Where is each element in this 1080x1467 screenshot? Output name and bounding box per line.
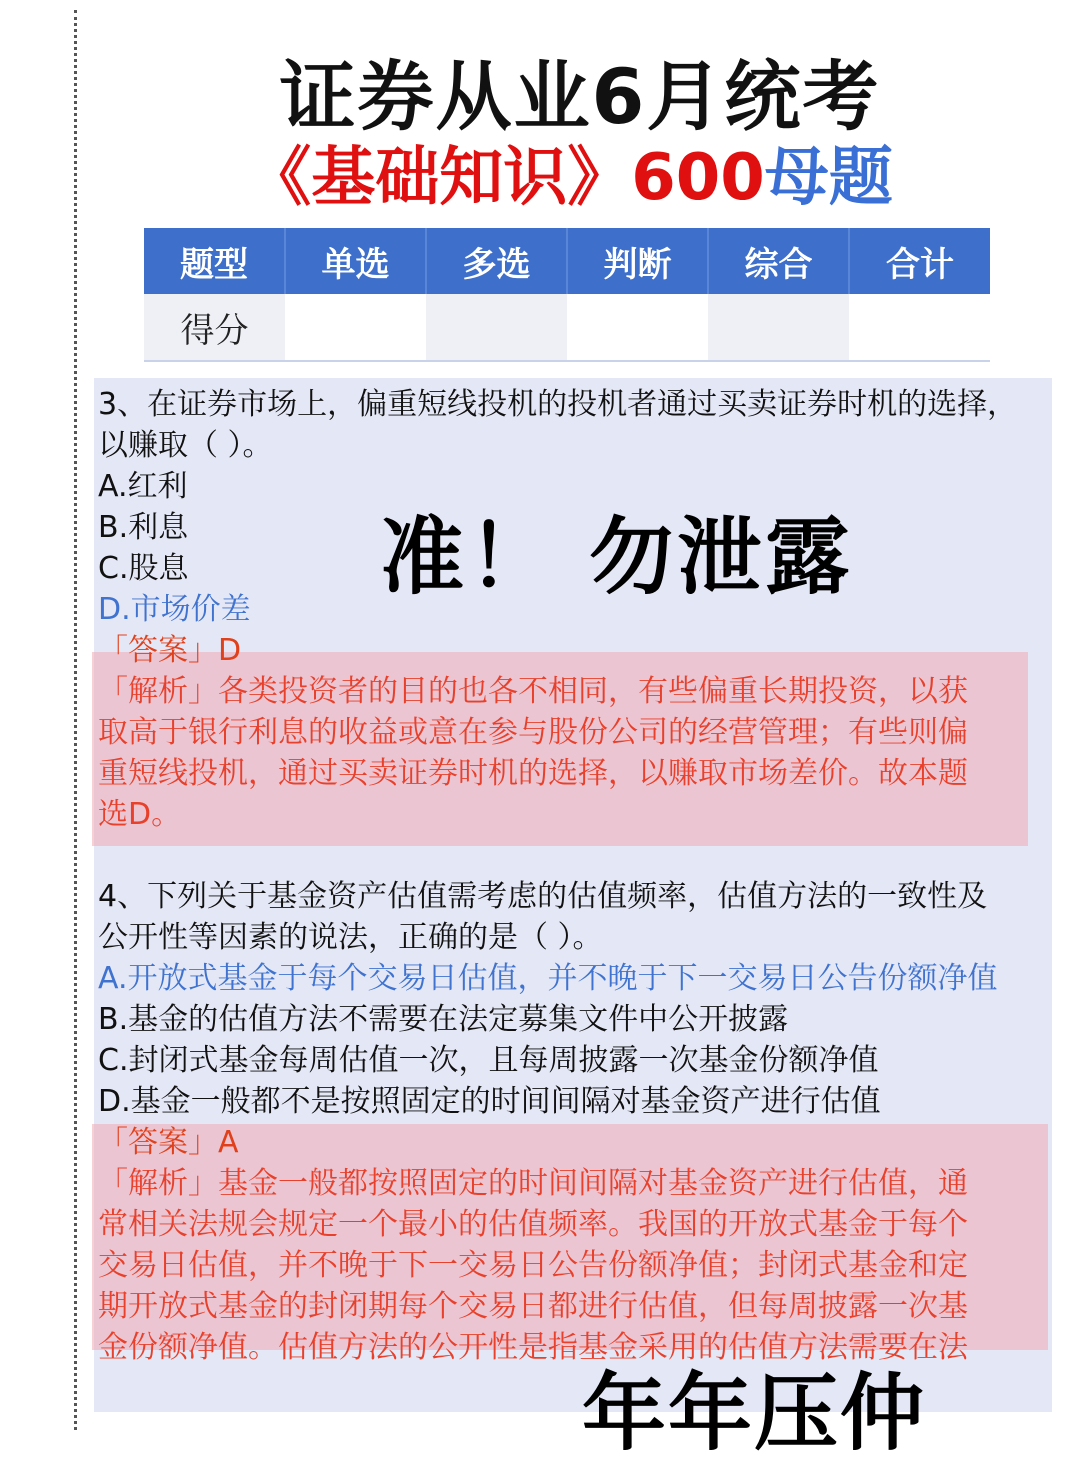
q3-stem-line-2: 以赚取（ ）。 (98, 428, 273, 463)
q4-option-b: B.基金的估值方法不需要在法定募集文件中公开披露 (98, 1002, 789, 1037)
q4-analysis-line-1: 「解析」基金一般都按照固定的时间间隔对基金资产进行估值，通 (98, 1166, 968, 1201)
score-cell-comprehensive[interactable] (708, 294, 849, 361)
q3-stem-line-1: 3、在证券市场上，偏重短线投机的投机者通过买卖证券时机的选择， (98, 387, 1018, 422)
q4-analysis-line-3: 交易日估值，并不晚于下一交易日公告份额净值；封闭式基金和定 (98, 1248, 968, 1283)
subtitle-suffix: 母题 (764, 141, 893, 215)
score-cell-single[interactable] (285, 294, 426, 361)
q3-analysis-line-3: 重短线投机，通过买卖证券时机的选择，以赚取市场差价。故本题 (98, 756, 968, 791)
q3-analysis-line-1: 「解析」各类投资者的目的也各不相同，有些偏重长期投资，以获 (98, 674, 968, 709)
score-table (144, 228, 990, 362)
q4-analysis-line-2: 常相关法规会规定一个最小的估值频率。我国的开放式基金于每个 (98, 1207, 968, 1242)
score-header-comprehensive: 综合 (708, 228, 849, 294)
q4-answer: 「答案」A (98, 1125, 239, 1160)
score-header-multi: 多选 (426, 228, 567, 294)
score-cell-multi[interactable] (426, 294, 567, 361)
q4-analysis-line-5: 金份额净值。估值方法的公开性是指基金采用的估值方法需要在法 (98, 1330, 968, 1365)
q4-option-a: A.开放式基金于每个交易日估值，并不晚于下一交易日公告份额净值 (98, 961, 998, 996)
score-header-judge: 判断 (567, 228, 708, 294)
q4-option-d: D.基金一般都不是按照固定的时间间隔对基金资产进行估值 (98, 1084, 881, 1119)
score-table-header-row (144, 228, 990, 294)
q3-option-b: B.利息 (98, 510, 189, 545)
score-header-total: 合计 (849, 228, 990, 294)
q4-option-c: C.封闭式基金每周估值一次，且每周披露一次基金份额净值 (98, 1043, 879, 1078)
dotted-margin-line (74, 10, 77, 1430)
score-header-single: 单选 (285, 228, 426, 294)
q4-analysis-line-4: 期开放式基金的封闭期每个交易日都进行估值，但每周披露一次基 (98, 1289, 968, 1324)
watermark-bottom: 年年压仲 (582, 1363, 927, 1462)
subtitle-book: 《基础知识》600 (247, 141, 765, 215)
q3-answer: 「答案」D (98, 633, 242, 668)
score-cell-total[interactable] (849, 294, 990, 361)
page-title: 证券从业6月统考 (279, 52, 881, 141)
score-header-type: 题型 (144, 228, 285, 294)
watermark-top: 准！ 勿泄露 (380, 507, 854, 606)
q3-option-d: D.市场价差 (98, 592, 251, 627)
q3-analysis-line-4: 选D。 (98, 797, 182, 832)
q3-analysis-line-2: 取高于银行利息的收益或意在参与股份公司的经营管理；有些则偏 (98, 715, 968, 750)
score-cell-judge[interactable] (567, 294, 708, 361)
page-subtitle (0, 136, 1080, 220)
q3-option-c: C.股息 (98, 551, 189, 586)
score-row-label: 得分 (144, 294, 285, 361)
q4-stem-line-2: 公开性等因素的说法，正确的是（ ）。 (98, 920, 603, 955)
q4-stem-line-1: 4、下列关于基金资产估值需考虑的估值频率，估值方法的一致性及 (98, 879, 988, 914)
score-table-row (144, 294, 990, 361)
q3-option-a: A.红利 (98, 469, 188, 504)
